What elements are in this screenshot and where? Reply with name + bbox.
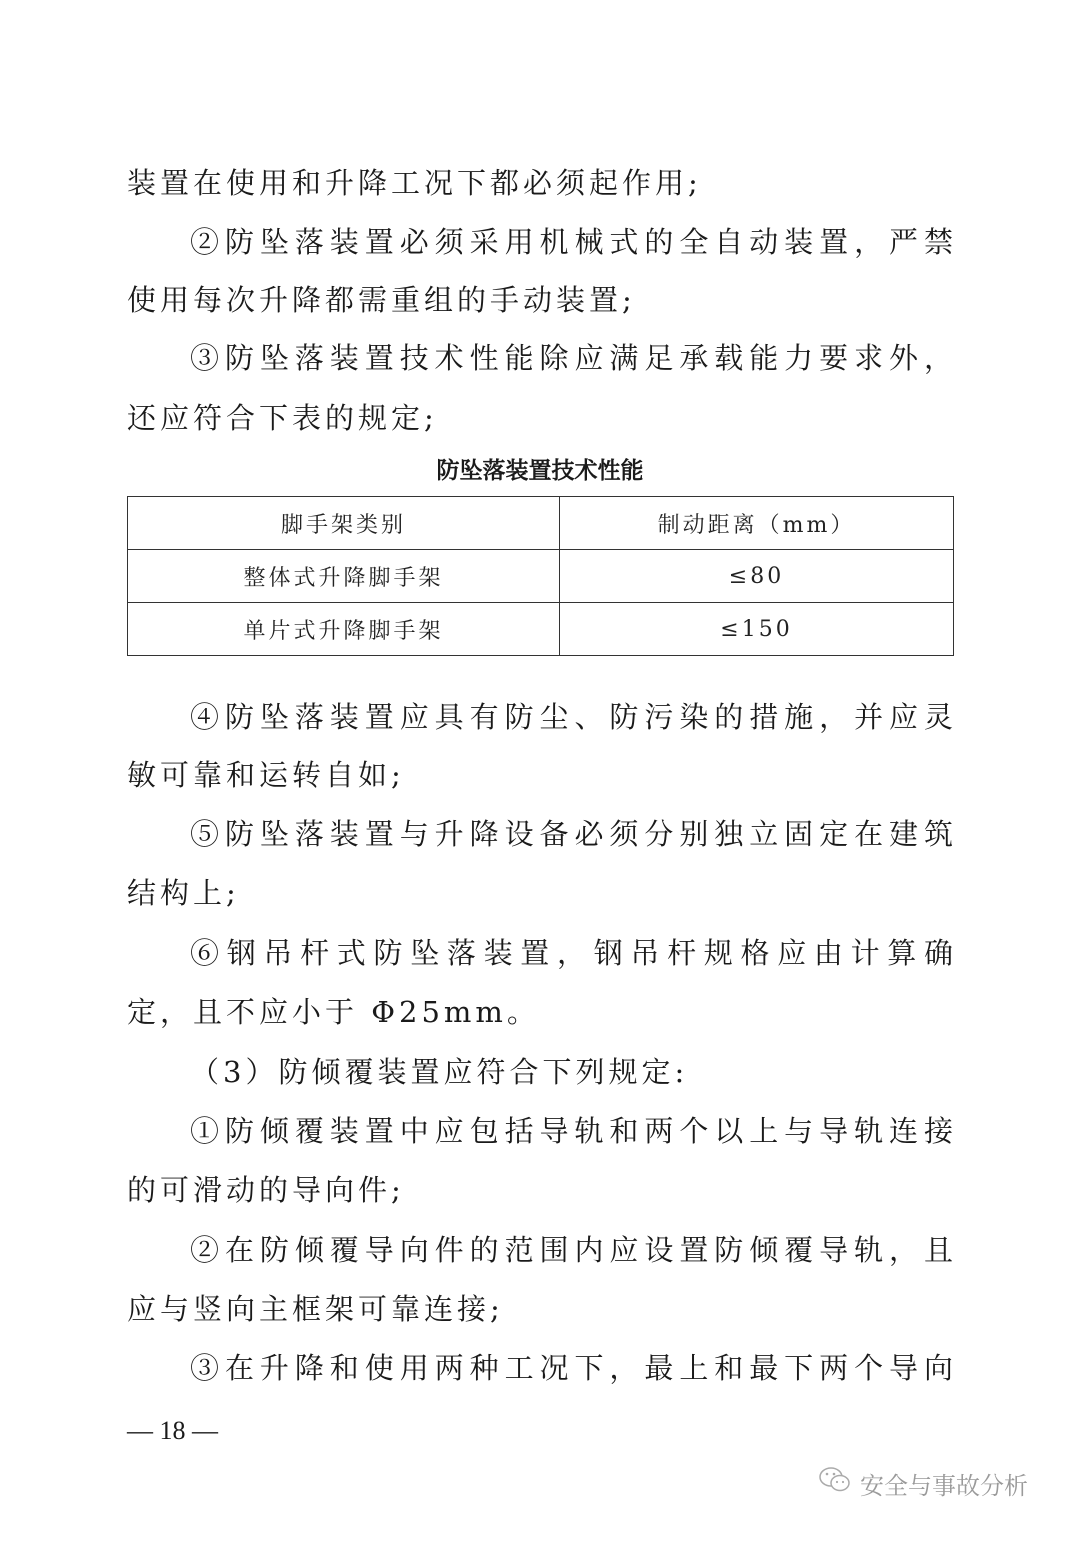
body-line: 结构上;	[127, 876, 240, 910]
body-line: 应与竖向主框架可靠连接;	[127, 1292, 504, 1326]
body-line: 使用每次升降都需重组的手动装置;	[127, 283, 636, 317]
body-line: ③在升降和使用两种工况下，最上和最下两个导向	[190, 1351, 953, 1385]
body-line: 还应符合下表的规定;	[127, 401, 438, 435]
watermark	[818, 1465, 1028, 1501]
body-line: ①防倾覆装置中应包括导轨和两个以上与导轨连接	[190, 1114, 953, 1148]
body-line: ②防坠落装置必须采用机械式的全自动装置，严禁	[190, 225, 953, 259]
table-cell: ≤80	[560, 550, 954, 603]
body-line: （3）防倾覆装置应符合下列规定:	[190, 1055, 689, 1089]
body-line: ③防坠落装置技术性能除应满足承载能力要求外，	[190, 341, 953, 375]
table-title: 防坠落装置技术性能	[436, 458, 644, 484]
watermark-text: 安全与事故分析	[860, 1471, 1028, 1500]
wechat-icon	[818, 1465, 852, 1501]
body-line: ⑥钢吊杆式防坠落装置，钢吊杆规格应由计算确	[190, 936, 953, 970]
performance-table	[127, 496, 954, 656]
table-header: 制动距离（mm）	[560, 497, 954, 550]
table-header: 脚手架类别	[128, 497, 560, 550]
table-cell: ≤150	[560, 603, 954, 656]
table-row	[128, 603, 954, 656]
page-number: — 18 —	[127, 1416, 218, 1445]
body-line: 装置在使用和升降工况下都必须起作用;	[127, 166, 702, 200]
body-line: ④防坠落装置应具有防尘、防污染的措施，并应灵	[190, 700, 953, 734]
body-line: ②在防倾覆导向件的范围内应设置防倾覆导轨，且	[190, 1233, 953, 1267]
body-line: 定，且不应小于 Φ25mm。	[127, 995, 540, 1029]
table-cell: 整体式升降脚手架	[128, 550, 560, 603]
body-line: 的可滑动的导向件;	[127, 1173, 405, 1207]
body-line: ⑤防坠落装置与升降设备必须分别独立固定在建筑	[190, 817, 953, 851]
table-header-row	[128, 497, 954, 550]
body-line: 敏可靠和运转自如;	[127, 758, 405, 792]
table-row	[128, 550, 954, 603]
table-cell: 单片式升降脚手架	[128, 603, 560, 656]
